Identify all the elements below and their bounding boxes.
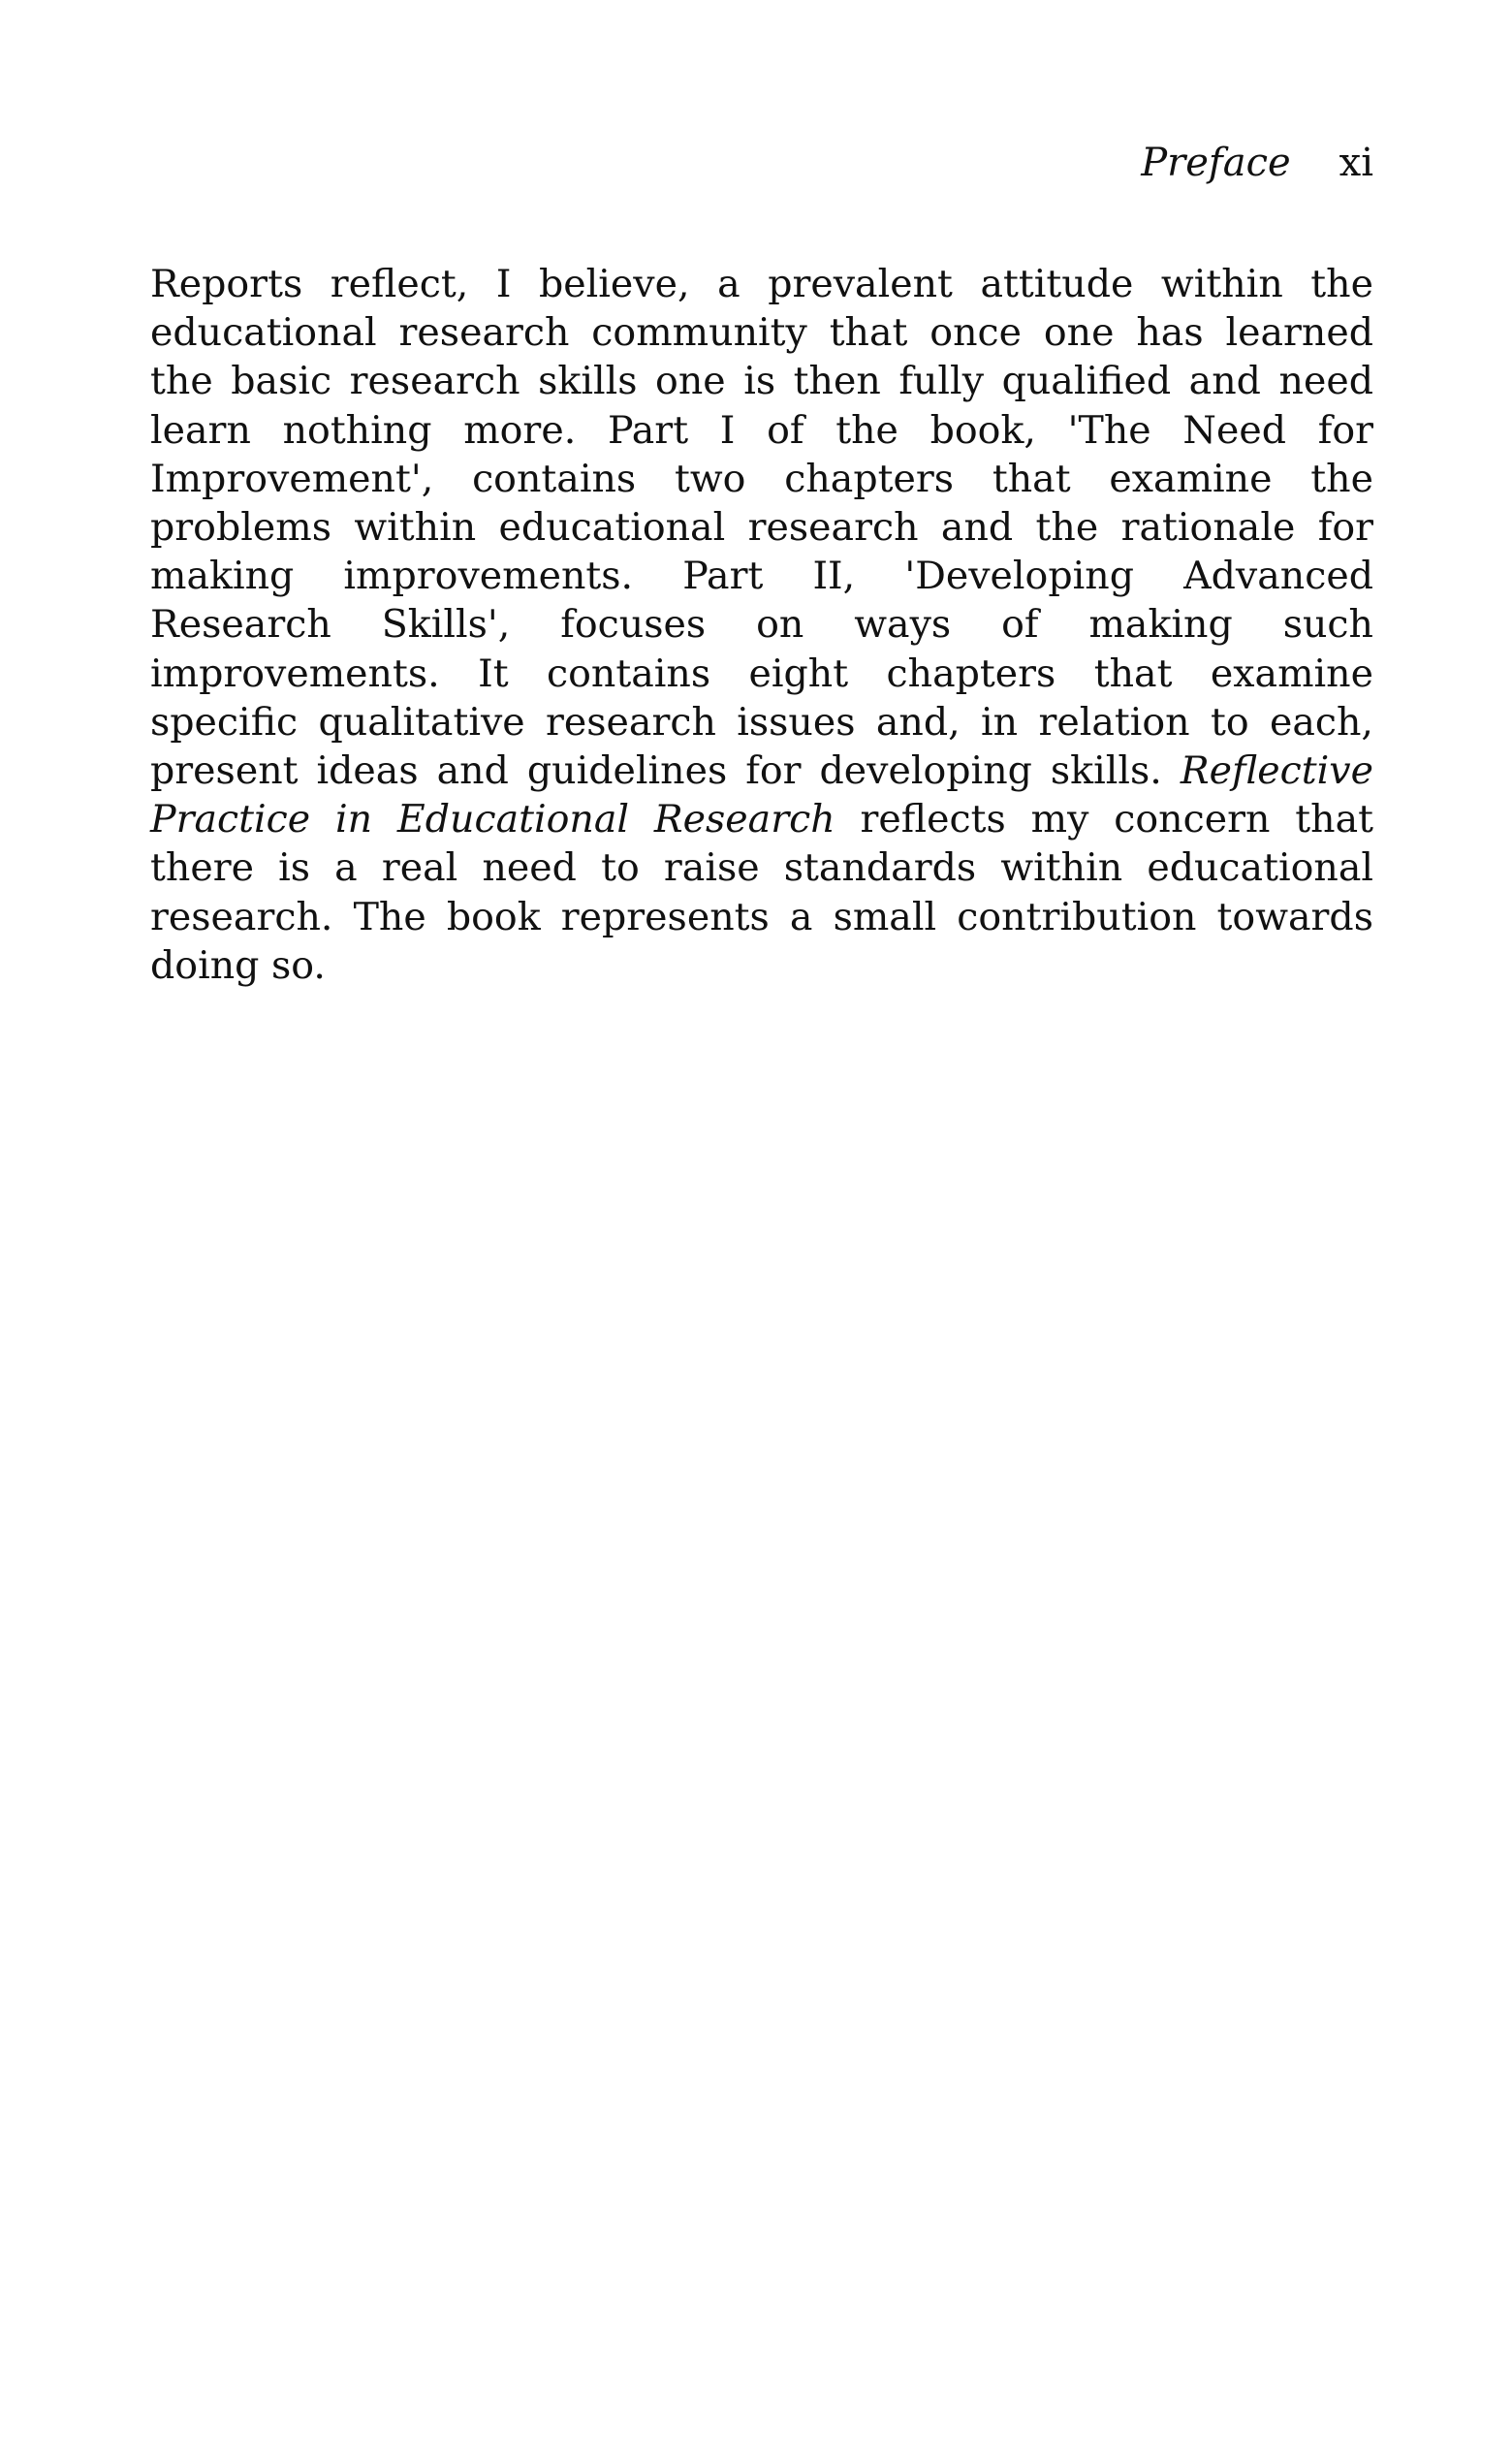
page-number: xi <box>1339 141 1373 185</box>
running-head <box>150 136 1373 190</box>
paragraph-text-part-2: reflects my concern that there is a real need to raise standards within educational research. The book represents a small contribution towards doing so. <box>150 797 1373 988</box>
paragraph-text-part-1: Reports reflect, I believe, a prevalent attitude within the educational research community that once one has learned the basic research skills one is then fully qualified and need learn nothing more. Part I of the book, 'The Need for Improvement', contains two chapters that examine the problems within educational research and the rationale for making improvements. Part II, 'Developing Advanced Research Skills', focuses on ways of making such improvements. It contains eight chapters that examine specific qualitative research issues and, in relation to each, present ideas and guidelines for developing skills. <box>150 262 1373 794</box>
running-head-section-title: Preface <box>1141 141 1291 185</box>
body-paragraph <box>150 260 1373 990</box>
book-title: Reflective Practice in Educational Research <box>150 748 1373 842</box>
